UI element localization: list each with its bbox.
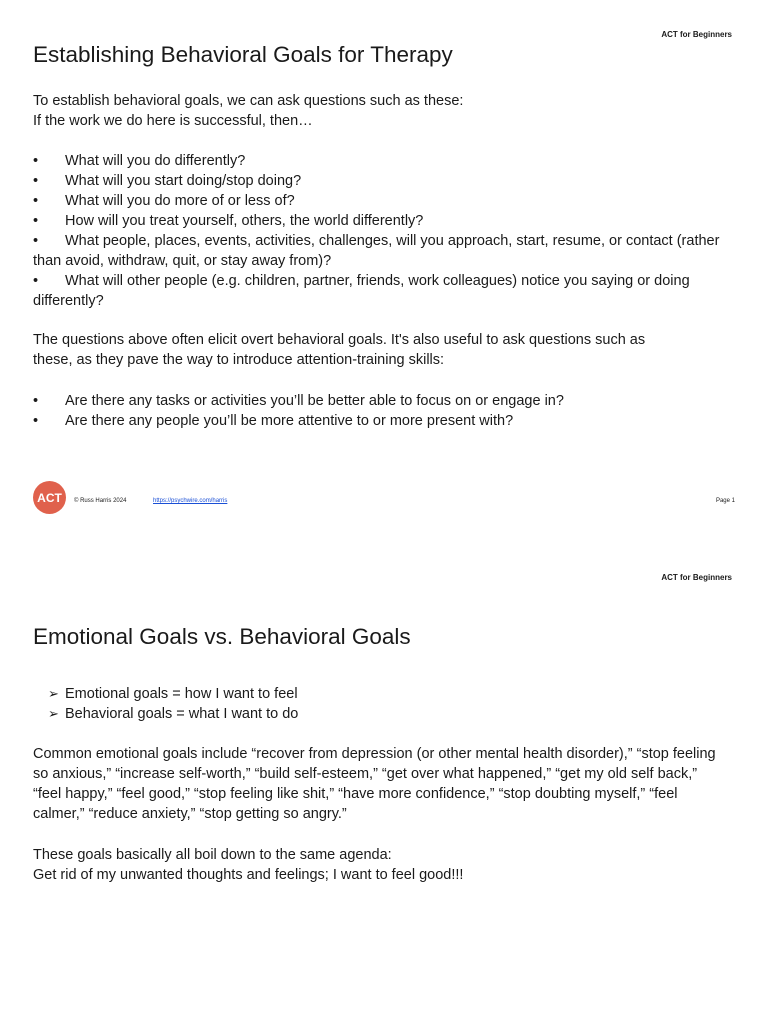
closing-paragraph — [33, 845, 723, 885]
copyright-text: © Russ Harris 2024 — [74, 498, 127, 504]
bullet-icon: • — [33, 213, 39, 229]
list-item: • What will you do more of or less of? — [33, 193, 295, 209]
bullet-icon: • — [33, 173, 39, 189]
bullet-icon: • — [33, 233, 39, 249]
list-item: ➢ Behavioral goals = what I want to do — [48, 706, 299, 722]
running-header: ACT for Beginners — [661, 573, 732, 582]
list-item: • Are there any people you’ll be more attentive to or more present with? — [33, 413, 514, 429]
psychwire-link[interactable]: https://psychwire.com/harris — [153, 498, 228, 504]
act-logo: ACT — [33, 481, 66, 514]
list-item: ➢ Emotional goals = how I want to feel — [48, 686, 298, 702]
list-item: • What people, places, events, activities, challenges, will you approach, start, resume, or contact (rather than avoid, withdraw, quit, or stay away from)? — [33, 233, 720, 269]
running-header: ACT for Beginners — [661, 30, 732, 39]
goal-types-list — [33, 684, 723, 724]
page-title: Emotional Goals vs. Behavioral Goals — [33, 624, 411, 649]
list-item: • How will you treat yourself, others, the world differently? — [33, 213, 424, 229]
list-item: • Are there any tasks or activities you’ll be better able to focus on or engage in? — [33, 393, 564, 409]
bullet-icon: • — [33, 193, 39, 209]
bullet-icon: • — [33, 413, 39, 429]
list-item: • What will you do differently? — [33, 153, 246, 169]
question-list — [33, 151, 723, 311]
middle-paragraph: The questions above often elicit overt behavioral goals. It's also useful to ask questions such as these, as they pave the way to introduce attention-training skills: — [33, 332, 646, 368]
intro-line: To establish behavioral goals, we can ask questions such as these: — [33, 93, 464, 109]
emotional-goals-paragraph: Common emotional goals include “recover from depression (or other mental health disorder),” “stop feeling so anxious,” “increase self-worth,” “build self-esteem,” “get over what happened,” “get my old self back,” “feel happy,” “feel good,” “stop feeling like shit,” “have more confidence,” “stop doubting myself,” “feel calmer,” “reduce anxiety,” “stop getting so angry.” — [33, 746, 716, 822]
closing-line: These goals basically all boil down to the same agenda: — [33, 847, 392, 863]
attention-question-list — [33, 391, 723, 431]
arrow-bullet-icon: ➢ — [48, 686, 59, 701]
page-number: Page 1 — [715, 498, 735, 504]
intro-paragraph — [33, 91, 723, 131]
list-item: • What will you start doing/stop doing? — [33, 173, 302, 189]
intro-line: If the work we do here is successful, then… — [33, 113, 313, 129]
page-footer — [33, 481, 735, 515]
bullet-icon: • — [33, 273, 39, 289]
closing-line: Get rid of my unwanted thoughts and feelings; I want to feel good!!! — [33, 867, 464, 883]
arrow-bullet-icon: ➢ — [48, 706, 59, 721]
bullet-icon: • — [33, 393, 39, 409]
bullet-icon: • — [33, 153, 39, 169]
page-title: Establishing Behavioral Goals for Therapy — [33, 42, 453, 67]
list-item: • What will other people (e.g. children, partner, friends, work colleagues) notice you saying or doing differently? — [33, 273, 690, 309]
